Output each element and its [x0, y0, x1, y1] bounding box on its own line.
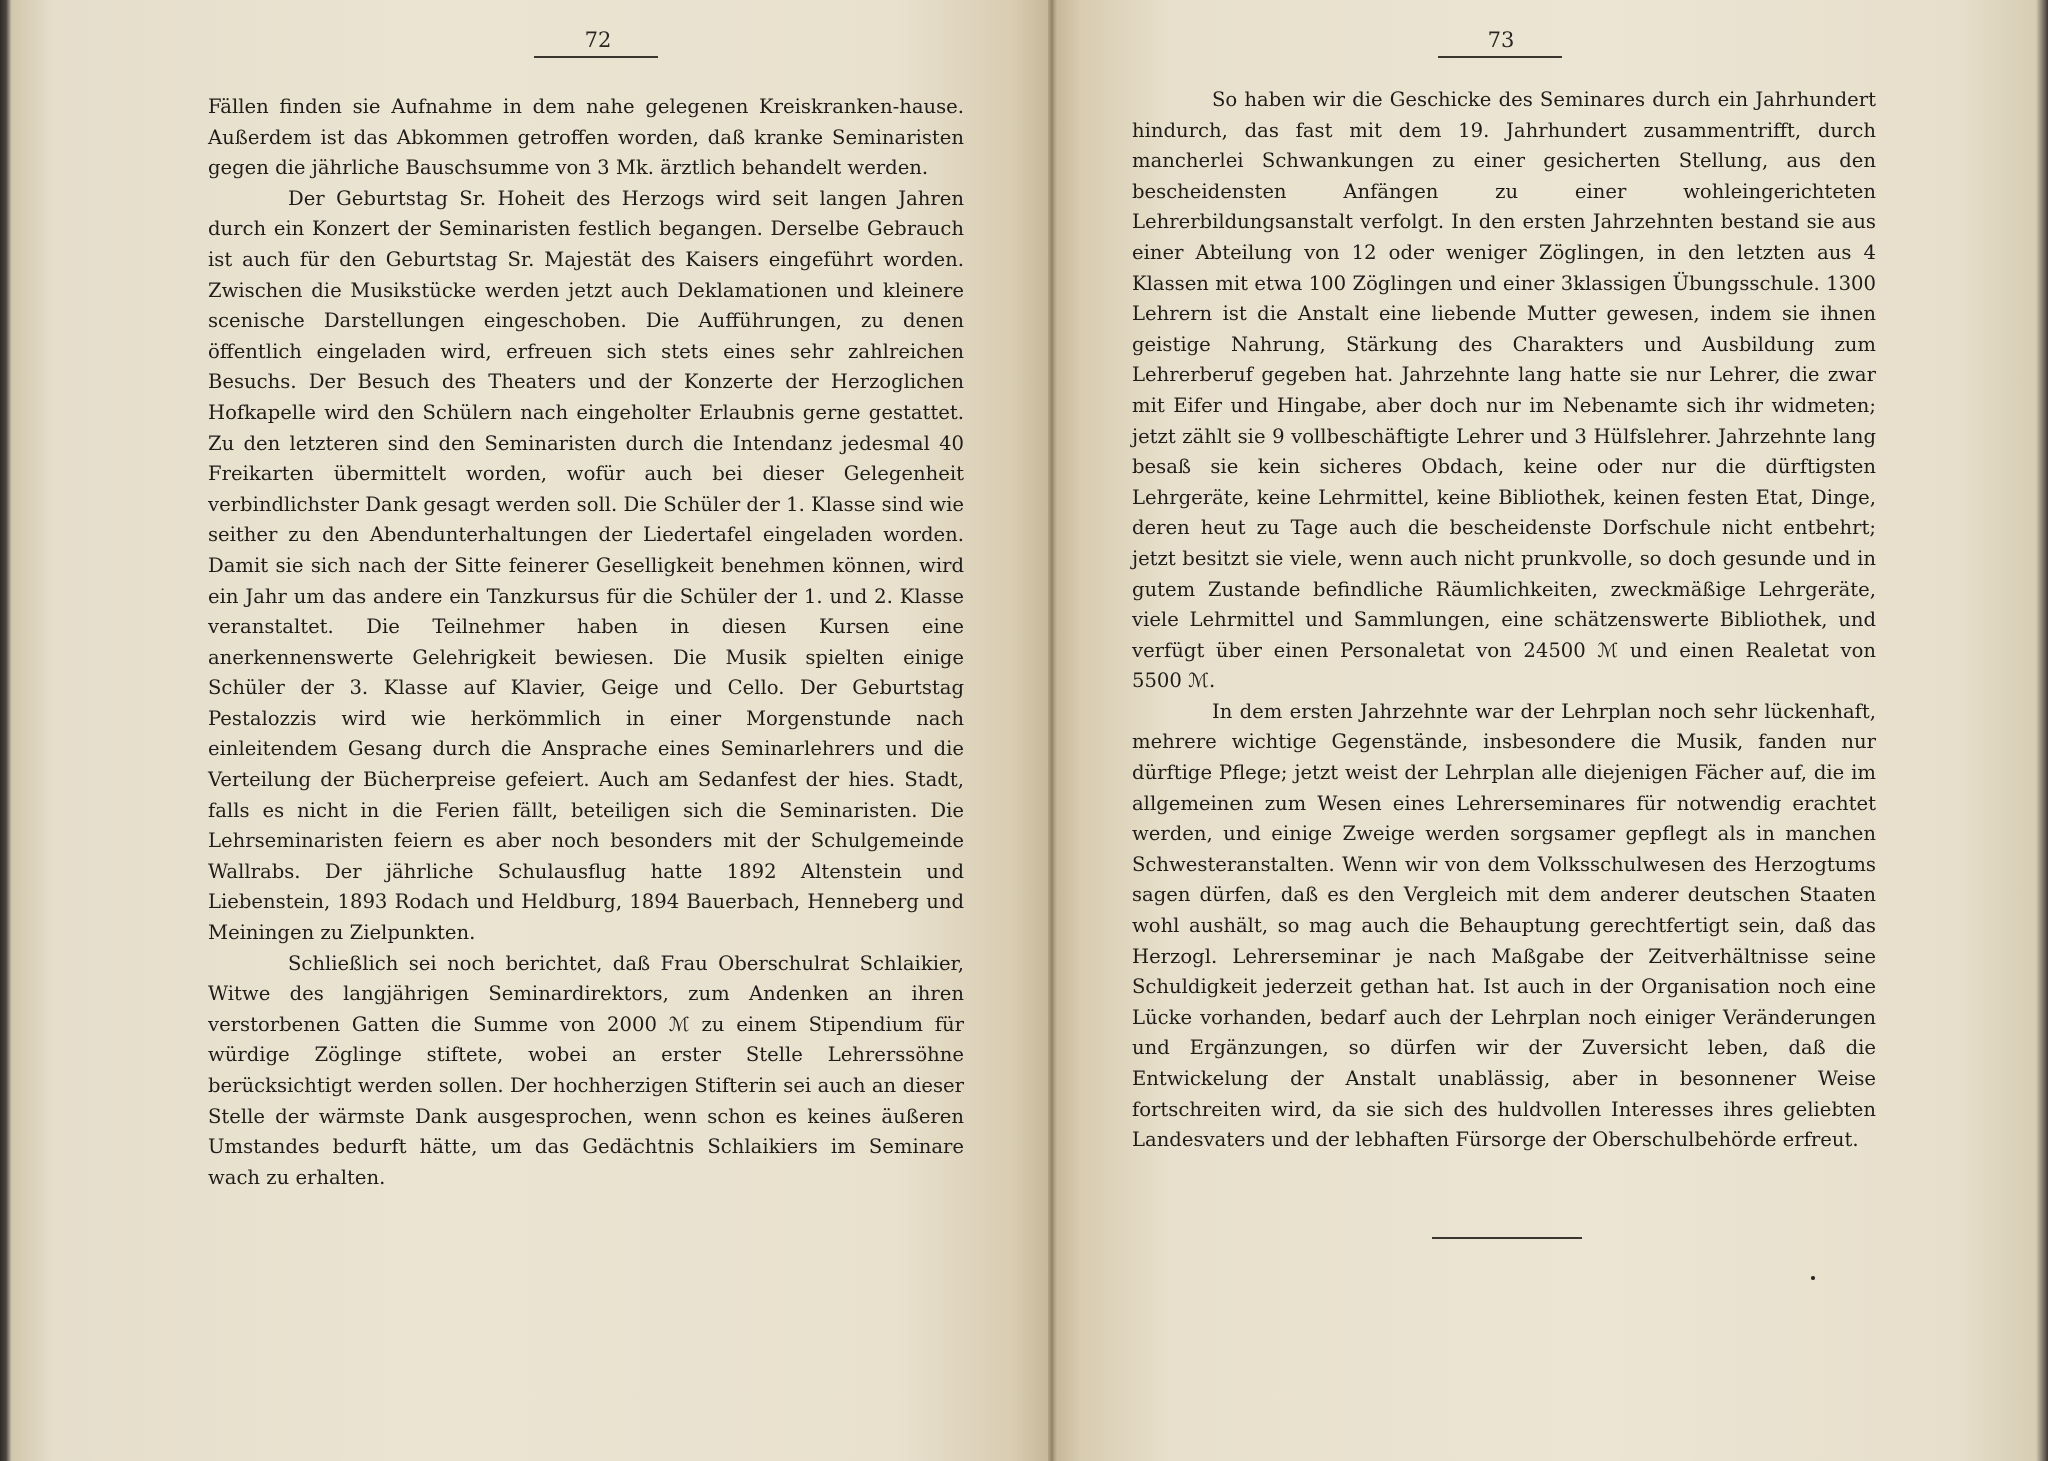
right-page-body — [1132, 85, 1876, 1156]
right-paragraph-2: In dem ersten Jahrzehnte war der Lehrplan noch sehr lückenhaft, mehrere wichtige Gegenstände, insbesondere die Musik, fanden nur dürftige Pflege; jetzt weist der Lehrplan alle diejenigen Fächer auf, die im allgemeinen zum Wesen eines Lehrerseminares für notwendig erachtet werden, und einige Zweige werden sorgsamer gepflegt als in manchen Schwesteranstalten. Wenn wir von dem Volksschulwesen des Herzogtums sagen dürfen, daß es den Vergleich mit dem anderer deutschen Staaten wohl aushält, so mag auch die Behauptung gerechtfertigt sein, daß das Herzogl. Lehrerseminar je nach Maßgabe der Zeitverhältnisse seine Schuldigkeit jederzeit gethan hat. Ist auch in der Organisation noch eine Lücke vorhanden, bedarf auch der Lehrplan noch einiger Veränderungen und Ergänzungen, so dürfen wir der Zuversicht leben, daß die Entwickelung der Anstalt unablässig, aber in besonnener Weise fortschreiten wird, da sie sich des huldvollen Interesses ihres geliebten Landesvaters und der lebhaften Fürsorge der Oberschulbehörde erfreut. — [1132, 699, 1876, 1152]
left-paragraph-2: Der Geburtstag Sr. Hoheit des Herzogs wird seit langen Jahren durch ein Konzert der Seminaristen festlich begangen. Derselbe Gebrauch ist auch für den Geburtstag Sr. Majestät des Kaisers eingeführt worden. Zwischen die Musikstücke werden jetzt auch Deklamationen und kleinere scenische Darstellungen eingeschoben. Die Aufführungen, zu denen öffentlich eingeladen wird, erfreuen sich stets eines sehr zahlreichen Besuchs. Der Besuch des Theaters und der Konzerte der Herzoglichen Hofkapelle wird den Schülern nach eingeholter Erlaubnis gerne gestattet. Zu den letzteren sind den Seminaristen durch die Intendanz jedesmal 40 Freikarten übermittelt worden, wofür auch bei dieser Gelegenheit verbindlichster Dank gesagt werden soll. Die Schüler der 1. Klasse sind wie seither zu den Abendunterhaltungen der Liedertafel eingeladen worden. Damit sie sich nach der Sitte feinerer Geselligkeit benehmen können, wird ein Jahr um das andere ein Tanzkursus für die Schüler der 1. und 2. Klasse veranstaltet. Die Teilnehmer haben in diesen Kursen eine anerkennenswerte Gelehrigkeit bewiesen. Die Musik spielten einige Schüler der 3. Klasse auf Klavier, Geige und Cello. Der Geburtstag Pestalozzis wird wie herkömmlich in einer Morgenstunde nach einleitendem Gesang durch die Ansprache eines Seminarlehrers und die Verteilung der Bücherpreise gefeiert. Auch am Sedanfest der hies. Stadt, falls es nicht in die Ferien fällt, beteiligen sich die Seminaristen. Die Lehrseminaristen feiern es aber noch besonders mit der Schulgemeinde Wallrabs. Der jährliche Schulausflug hatte 1892 Altenstein und Liebenstein, 1893 Rodach und Heldburg, 1894 Bauerbach, Henneberg und Meiningen zu Zielpunkten. — [208, 186, 964, 945]
left-page-number-rule — [534, 56, 658, 58]
right-page-number-rule — [1438, 56, 1562, 58]
right-paragraph-1: So haben wir die Geschicke des Seminares durch ein Jahrhundert hindurch, das fast mit dem 19. Jahrhundert zusammentrifft, durch mancherlei Schwankungen zu einer gesicherten Stellung, aus den bescheidensten Anfängen zu einer wohleingerichteten Lehrerbildungsanstalt verfolgt. In den ersten Jahrzehnten bestand sie aus einer Abteilung von 12 oder weniger Zöglingen, in den letzten aus 4 Klassen mit etwa 100 Zöglingen und einer 3klassigen Übungsschule. 1300 Lehrern ist die Anstalt eine liebende Mutter gewesen, indem sie ihnen geistige Nahrung, Stärkung des Charakters und Ausbildung zum Lehrerberuf gegeben hat. Jahrzehnte lang hatte sie nur Lehrer, die zwar mit Eifer und Hingabe, aber doch nur im Nebenamte sich ihr widmeten; jetzt zählt sie 9 vollbeschäftigte Lehrer und 3 Hülfslehrer. Jahrzehnte lang besaß sie kein sicheres Obdach, keine oder nur die dürftigsten Lehrgeräte, keine Lehrmittel, keine Bibliothek, keinen festen Etat, Dinge, deren heut zu Tage auch die bescheidenste Dorfschule nicht entbehrt; jetzt besitzt sie viele, wenn auch nicht prunkvolle, so doch gesunde und in gutem Zustande befindliche Räumlichkeiten, zweckmäßige Lehrgeräte, viele Lehrmittel und Sammlungen, eine schätzenswerte Bibliothek, und verfügt über einen Personaletat von 24500 ℳ und einen Realetat von 5500 ℳ. — [1132, 88, 1876, 693]
right-page-number: 73 — [1487, 28, 1515, 52]
left-paragraph-3: Schließlich sei noch berichtet, daß Frau Oberschulrat Schlaikier, Witwe des langjährigen Seminardirektors, zum Andenken an ihren verstorbenen Gatten die Summe von 2000 ℳ zu einem Stipendium für würdige Zöglinge stiftete, wobei an erster Stelle Lehrerssöhne berücksichtigt werden sollen. Der hochherzigen Stifterin sei auch an dieser Stelle der wärmste Dank ausgesprochen, wenn schon es keines äußeren Umstandes bedurft hätte, um das Gedächtnis Schlaikiers im Seminare wach zu erhalten. — [208, 951, 964, 1189]
section-end-rule — [1432, 1237, 1582, 1239]
ink-speck — [1811, 1276, 1815, 1280]
left-page-number: 72 — [584, 28, 612, 52]
book-gutter — [1048, 0, 1058, 1461]
left-paragraph-1: Fällen finden sie Aufnahme in dem nahe gelegenen Kreiskranken-hause. Außerdem ist das Abkommen getroffen worden, daß kranke Seminaristen gegen die jährliche Bauschsumme von 3 Mk. ärztlich behandelt werden. — [208, 95, 964, 180]
left-page-body — [208, 92, 964, 1193]
